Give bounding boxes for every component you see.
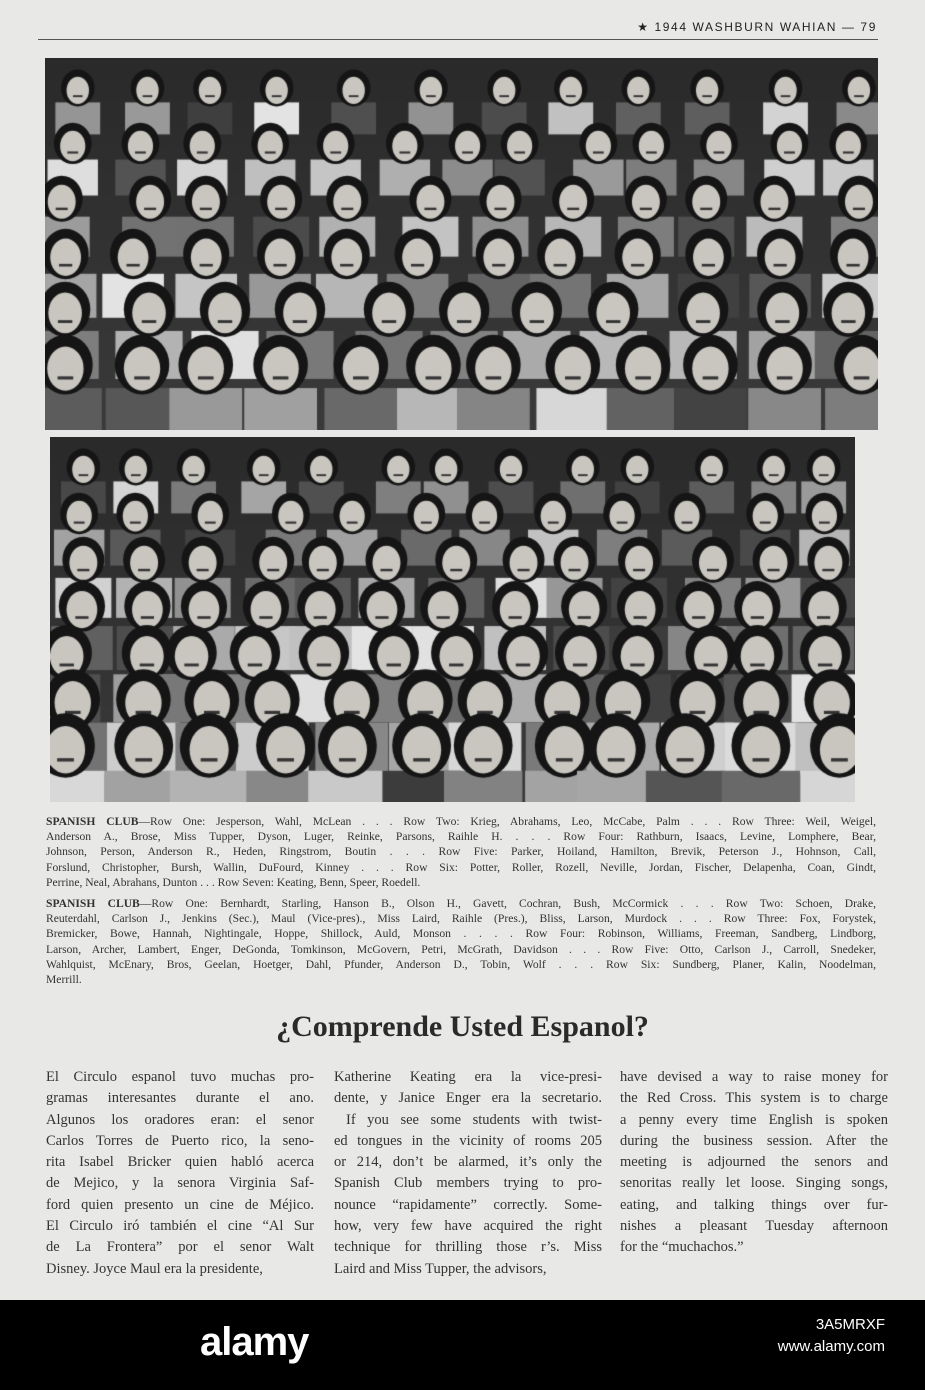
article-line: rita Isabel Bricker quien habló acerca xyxy=(46,1154,314,1171)
photo-2-caption xyxy=(46,896,876,987)
caption-label: SPANISH CLUB xyxy=(46,897,140,910)
caption-text: —Row One: Jesperson, Wahl, McLean . . . Row Two: Krieg, Abrahams, Leo, McCabe, Palm . . . Row Three: Weil, Weigel, xyxy=(138,815,876,828)
article-line: Katherine Keating era la vice-presi- xyxy=(334,1069,602,1085)
caption-label: SPANISH CLUB xyxy=(46,815,139,828)
article-line: meeting is adjourned the senors and xyxy=(620,1154,888,1171)
article-line: ed tongues in the vicinity of rooms 205 xyxy=(334,1132,602,1149)
caption-line xyxy=(46,911,876,926)
article-line: or 214, don’t be alarmed, it’s only the xyxy=(334,1154,602,1171)
caption-line xyxy=(46,942,876,957)
article-column-2 xyxy=(334,1067,602,1280)
watermark-footer xyxy=(0,1300,925,1390)
article-line: have devised a way to raise money for xyxy=(620,1069,888,1085)
article-line: El Circulo iró también el cine “Al Sur xyxy=(46,1218,314,1235)
caption-text: Larson, Archer, Lambert, Enger, DeGonda, Tomkinson, McGovern, Petri, McGrath, Davidson . . . Row Five: Otto, Carlson J., Carroll, Snedeker, xyxy=(46,942,876,956)
article-line: Laird and Miss Tupper, the advisors, xyxy=(334,1260,547,1277)
caption-line xyxy=(46,972,876,987)
article-line: Spanish Club members trying to pro- xyxy=(334,1175,602,1192)
article-line: during the business session. After the xyxy=(620,1132,888,1149)
caption-text: Anderson A., Brose, Miss Tupper, Dyson, Luger, Reinke, Parsons, Raihle H. . . . Row Four: Rathburn, Isaacs, Levine, Lomphere, Bear, xyxy=(46,830,876,844)
group-photo-canvas xyxy=(50,437,855,802)
article-line: Carlos Torres de Puerto rico, la seno- xyxy=(46,1132,314,1149)
caption-text: Forslund, Christopher, Bursh, Wallin, DuFourd, Kinney . . . Row Six: Potter, Roller, Rozell, Neville, Jordan, Fischer, Delapenha, Coan, Gindt, xyxy=(46,860,876,874)
article-line: ford quien presento un cine de Méjico. xyxy=(46,1196,314,1213)
caption-text: Reuterdahl, Carlson J., Jenkins (Sec.), Maul (Vice-pres)., Miss Laird, Raihle (Pres.), Bliss, Larson, Murdock . . . Row Three: Fox, Forystek, xyxy=(46,912,876,926)
article-line: If you see some students with twist- xyxy=(346,1111,602,1128)
caption-line xyxy=(46,875,876,890)
article-line: Algunos los oradores eran: el senor xyxy=(46,1111,314,1128)
article-line: the Red Cross. This system is to charge xyxy=(620,1090,888,1107)
caption-text: Bremicker, Bowe, Hannah, Nightingale, Hoppe, Shillock, Auld, Monson . . . . Row Four: Robinson, Williams, Freeman, Sandberg, Lindborg, xyxy=(46,927,876,941)
caption-text: Merrill. xyxy=(46,973,82,987)
article-line: technique for thrilling those r’s. Miss xyxy=(334,1239,602,1256)
caption-text: Wahlquist, McEnary, Bros, Geelan, Hoetger, Dahl, Pfunder, Anderson D., Tobin, Wolf . . . Row Six: Sundberg, Planer, Kalin, Noodelman, xyxy=(46,957,876,971)
header-rule xyxy=(38,39,878,40)
caption-text: Perrine, Neal, Abrahans, Dunton . . . Row Seven: Keating, Benn, Speer, Roedell. xyxy=(46,875,421,889)
article-line: a penny every time English is spoken xyxy=(620,1111,888,1128)
article-line: de La Frontera” por el senor Walt xyxy=(46,1239,314,1256)
spanish-club-photo-1 xyxy=(45,58,878,430)
article-column-3 xyxy=(620,1067,888,1259)
caption-line xyxy=(46,926,876,941)
alamy-logo: alamy xyxy=(200,1320,309,1364)
article-line: Disney. Joyce Maul era la presidente, xyxy=(46,1260,263,1277)
photo-1-caption xyxy=(46,814,876,890)
article-line: senoritas really let loose. Singing songs, xyxy=(620,1175,888,1192)
article-column-1 xyxy=(46,1067,314,1280)
article-line: nounce “rapidamente” correctly. Some- xyxy=(334,1196,602,1213)
article-line: dente, y Janice Enger era la secretario. xyxy=(334,1090,602,1107)
caption-line xyxy=(46,844,876,859)
caption-text: Johnson, Person, Anderson R., Heden, Ringstrom, Boutin . . . Row Five: Parker, Hoiland, Hamilton, Brevik, Peterson J., Hohnson, Call, xyxy=(46,845,876,859)
image-id: 3A5MRXF xyxy=(815,1316,885,1333)
caption-text: —Row One: Bernhardt, Starling, Hanson B., Olson H., Gavett, Cochran, Bush, McCormick . . . Row Two: Schoen, Drake, xyxy=(139,897,876,910)
caption-line xyxy=(46,896,876,911)
caption-line xyxy=(46,860,876,875)
article-line: de Mejico, y la senora Virginia Saf- xyxy=(46,1175,314,1192)
article-line: nishes a pleasant Tuesday afternoon xyxy=(620,1218,888,1235)
caption-line xyxy=(46,814,876,829)
article-line: El Circulo espanol tuvo muchas pro- xyxy=(46,1069,314,1085)
article-line: eating, and talking things over fur- xyxy=(620,1196,888,1213)
article-line: gramas interesantes durante el ano. xyxy=(46,1090,314,1107)
site-url: www.alamy.com xyxy=(777,1338,885,1355)
article-title: ¿Comprende Usted Espanol? xyxy=(276,1010,649,1043)
caption-line xyxy=(46,957,876,972)
article-line: how, very few have acquired the right xyxy=(334,1218,602,1235)
caption-line xyxy=(46,829,876,844)
article-line: for the “muchachos.” xyxy=(620,1239,744,1256)
spanish-club-photo-2 xyxy=(50,437,855,802)
image-info xyxy=(778,1314,885,1358)
group-photo-canvas xyxy=(45,58,878,430)
page-header: ★ 1944 WASHBURN WAHIAN — 79 xyxy=(637,20,877,34)
